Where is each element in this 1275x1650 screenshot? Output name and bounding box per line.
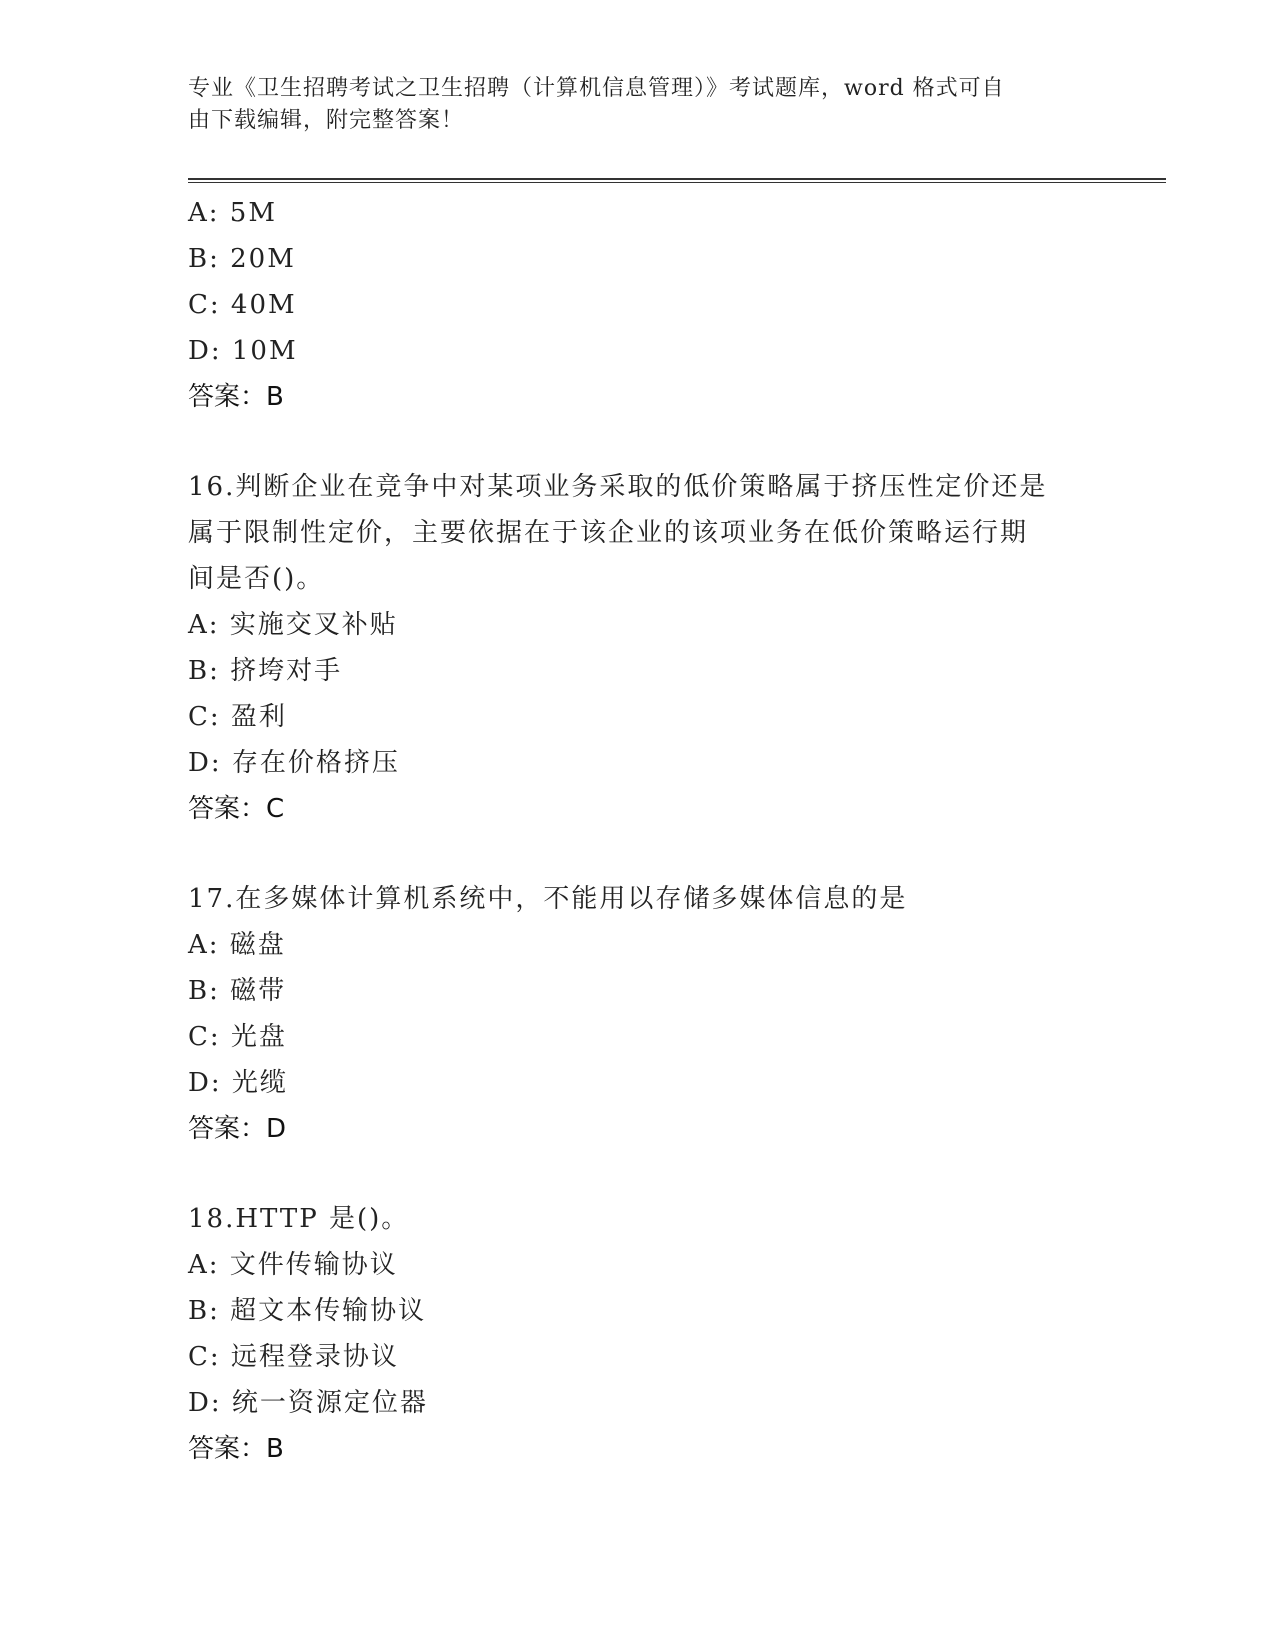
header-divider [188,178,1166,183]
stem-line-2: 属于限制性定价，主要依据在于该企业的该项业务在低价策略运行期 [188,518,1029,548]
option-a: A: 磁盘 [188,930,286,960]
stem-line-1: 16.判断企业在竞争中对某项业务采取的低价策略属于挤压性定价还是 [188,472,1048,502]
answer: 答案：B [188,382,284,412]
stem-line-1: 17.在多媒体计算机系统中，不能用以存储多媒体信息的是 [188,884,908,914]
question-stem [188,1196,1148,1242]
header-line-2: 由下载编辑，附完整答案！ [188,108,465,133]
stem-line-1: 18.HTTP 是()。 [188,1204,410,1234]
question-list [188,190,1148,1472]
option-c: C: 远程登录协议 [188,1342,399,1372]
option-c: C: 40M [188,290,297,320]
option-a: A: 实施交叉补贴 [188,610,398,640]
spacer [188,1152,1148,1196]
answer: 答案：B [188,1434,284,1464]
stem-line-3: 间是否()。 [188,564,325,594]
answer: 答案：C [188,794,285,824]
option-b: B: 20M [188,244,296,274]
question-stem [188,464,1148,602]
option-b: B: 超文本传输协议 [188,1296,427,1326]
option-b: B: 磁带 [188,976,287,1006]
header-line-1: 专业《卫生招聘考试之卫生招聘（计算机信息管理）》考试题库，word 格式可自 [188,76,1005,101]
answer: 答案：D [188,1114,287,1144]
option-d: D: 光缆 [188,1068,288,1098]
option-a: A: 文件传输协议 [188,1250,398,1280]
option-d: D: 存在价格挤压 [188,748,400,778]
option-b: B: 挤垮对手 [188,656,343,686]
option-d: D: 统一资源定位器 [188,1388,428,1418]
question-stem [188,876,1148,922]
option-d: D: 10M [188,336,298,366]
question-18 [188,1196,1148,1472]
document-header [188,73,1088,137]
spacer [188,832,1148,876]
option-c: C: 光盘 [188,1022,287,1052]
option-c: C: 盈利 [188,702,287,732]
option-a: A: 5M [188,198,277,228]
question-15 [188,190,1148,420]
question-16 [188,464,1148,832]
question-17 [188,876,1148,1152]
spacer [188,420,1148,464]
